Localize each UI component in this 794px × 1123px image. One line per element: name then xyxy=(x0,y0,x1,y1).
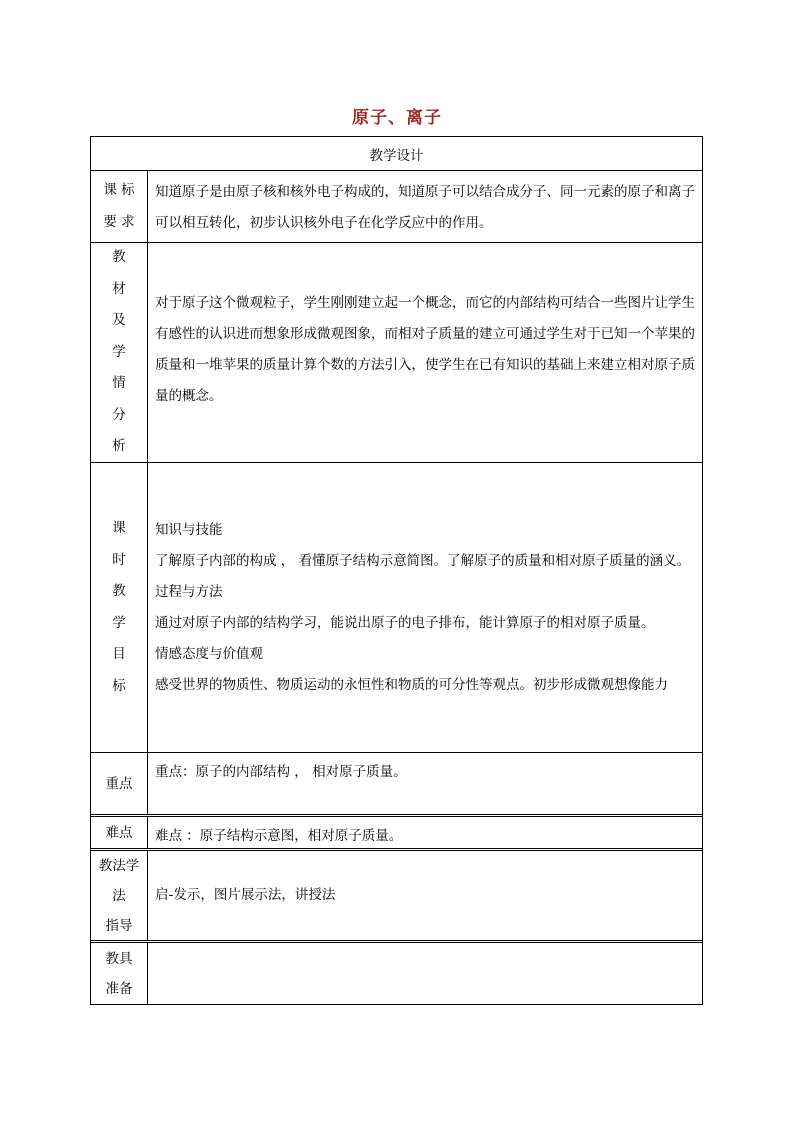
row-label-line: 及 xyxy=(112,312,126,329)
row-label-line: 重点 xyxy=(105,775,133,792)
row-content xyxy=(148,943,702,1004)
row-label-line: 准备 xyxy=(105,980,133,997)
objective-heading-attitude: 情感态度与价值观 xyxy=(155,645,263,662)
row-label-line: 时 xyxy=(112,551,126,568)
row-content xyxy=(148,851,702,940)
row-label-line: 学 xyxy=(112,343,126,360)
row-content-text: 启-发示，图片展示法，讲授法 xyxy=(155,887,336,903)
table-row-textbook-analysis xyxy=(91,242,702,462)
row-label xyxy=(91,243,148,462)
row-label-line: 分 xyxy=(112,406,126,423)
row-label xyxy=(91,943,148,1004)
table-row-curriculum-requirement xyxy=(91,170,702,242)
row-label-line: 情 xyxy=(112,375,126,392)
row-label-line: 标 xyxy=(112,677,126,694)
row-label xyxy=(91,171,148,242)
row-label-line: 法 xyxy=(112,887,126,904)
row-label-line: 要 求 xyxy=(103,213,135,230)
row-label-line: 指导 xyxy=(105,917,133,934)
row-label-line: 材 xyxy=(112,280,126,297)
row-content-text: 对于原子这个微观粒子，学生刚刚建立起一个概念，而它的内部结构可结合一些图片让学生有感性的认识进而想象形成微观图象，而相对子质量的建立可通过学生对于已知一个苹果的质量和一堆苹果的质量计算个数的方法引入，使学生在已有知识的基础上来建立相对原子质量的概念。 xyxy=(155,294,695,404)
table-header-row xyxy=(91,137,702,170)
row-label-line: 学 xyxy=(112,614,126,631)
page-title: 原子、离子 xyxy=(352,108,442,128)
row-content xyxy=(148,243,702,462)
row-label-line: 教 xyxy=(112,583,126,599)
objective-text: 了解原子内部的构成 ， 看懂原子结构示意简图。了解原子的质量和相对原子质量的涵义。 xyxy=(155,552,691,569)
row-label xyxy=(91,817,148,848)
row-label-line: 目 xyxy=(112,646,126,662)
row-label-line: 教 xyxy=(112,249,126,266)
row-label xyxy=(91,753,148,814)
row-label-line: 析 xyxy=(112,438,126,455)
table-header: 教学设计 xyxy=(369,147,424,164)
row-label-line: 课 标 xyxy=(103,182,135,198)
row-label-line: 课 xyxy=(112,520,126,536)
row-content xyxy=(148,463,702,752)
row-label xyxy=(91,851,148,940)
row-label xyxy=(91,463,148,752)
objective-heading-knowledge: 知识与技能 xyxy=(155,521,223,538)
objective-text: 通过对原子内部的结构学习，能说出原子的电子排布，能计算原子的相对原子质量。 xyxy=(155,614,655,631)
table-row-teaching-objectives xyxy=(91,462,702,752)
row-label-line: 难点 xyxy=(105,824,133,841)
row-label-line: 教具 xyxy=(105,950,133,967)
objective-text: 感受世界的物质性、物质运动的永恒性和物质的可分性等观点。初步形成微观想像能力 xyxy=(155,676,668,693)
row-content: 知道原子是由原子核和核外电子构成的，知道原子可以结合成分子、同一元素的原子和离子可以相互转化，初步认识核外电子在化学反应中的作用。 xyxy=(155,184,695,231)
table-row-difficulties xyxy=(91,814,702,848)
row-content: 难点 ：原子结构示意图，相对原子质量。 xyxy=(155,828,403,844)
table-row-teaching-aids xyxy=(91,940,702,1004)
lesson-plan-table xyxy=(90,136,703,1005)
objective-heading-process: 过程与方法 xyxy=(155,583,223,600)
table-row-key-points xyxy=(91,752,702,814)
table-row-teaching-methods xyxy=(91,848,702,940)
row-content: 重点：原子的内部结构 ， 相对原子质量。 xyxy=(155,764,407,780)
row-label-line: 教法学 xyxy=(98,857,140,874)
